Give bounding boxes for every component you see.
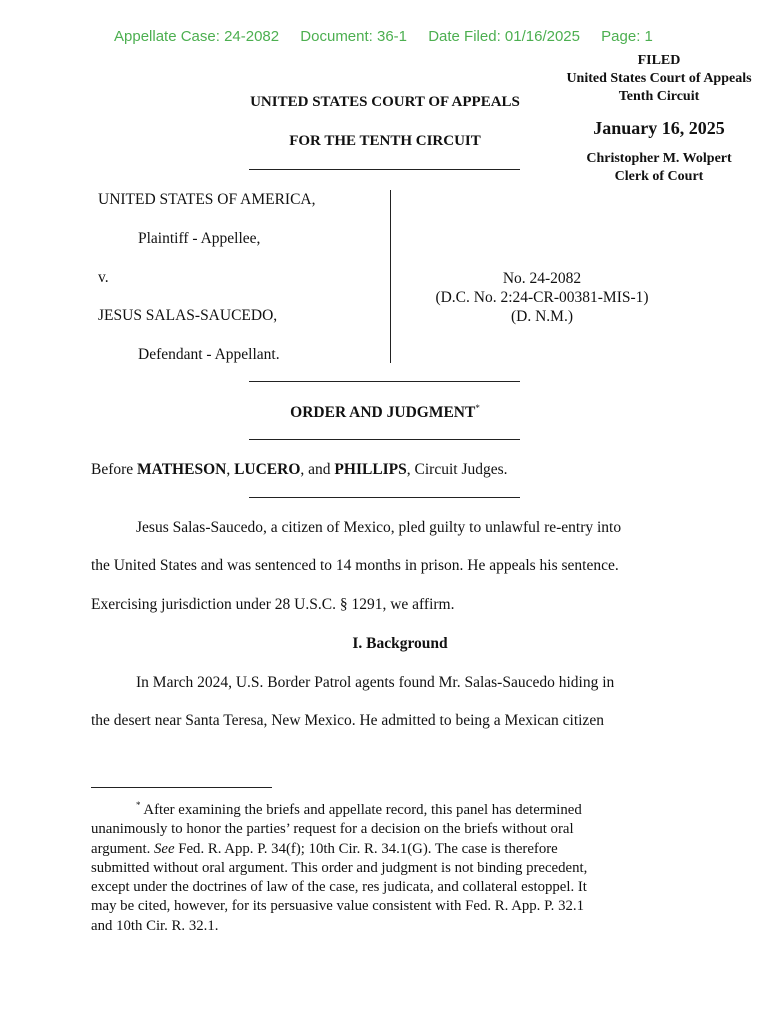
divider-rule xyxy=(249,497,520,498)
header-page: Page: 1 xyxy=(601,28,653,45)
footnote-line xyxy=(91,840,679,859)
panel-judges xyxy=(91,461,508,479)
filed-stamp xyxy=(548,52,770,186)
body-line: In March 2024, U.S. Border Patrol agents found Mr. Salas-Saucedo hiding in xyxy=(136,674,615,691)
plaintiff-name: UNITED STATES OF AMERICA, xyxy=(98,191,316,208)
case-number: No. 24-2082 xyxy=(502,270,582,287)
caption-divider xyxy=(390,190,391,363)
footnote-line: unanimously to honor the parties’ request for a decision on the briefs without oral xyxy=(91,821,574,838)
filed-circuit: Tenth Circuit xyxy=(618,89,700,104)
footnote-text: Fed. R. App. P. 34(f); 10th Cir. R. 34.1(G). The case is therefore xyxy=(174,840,558,857)
body-line: the United States and was sentenced to 14 months in prison. He appeals his sentence. xyxy=(91,557,619,574)
judge-matheson: MATHESON xyxy=(137,461,227,478)
body-line: Exercising jurisdiction under 28 U.S.C. § 1291, we affirm. xyxy=(91,596,455,613)
footnote-text: argument. xyxy=(91,840,155,857)
footnote-rule xyxy=(91,787,272,788)
separator: , xyxy=(226,461,235,478)
district-name: (D. N.M.) xyxy=(511,308,573,325)
order-title xyxy=(200,403,570,422)
clerk-name: Christopher M. Wolpert xyxy=(586,151,732,166)
footnote-line: and 10th Cir. R. 32.1. xyxy=(91,917,219,934)
footnote-line: except under the doctrines of law of the case, res judicata, and collateral estoppel. It xyxy=(91,879,587,896)
defendant-role: Defendant - Appellant. xyxy=(138,346,280,363)
defendant-name: JESUS SALAS-SAUCEDO, xyxy=(98,307,278,324)
separator: , and xyxy=(300,461,335,478)
divider-rule xyxy=(249,439,520,440)
body-line: Jesus Salas-Saucedo, a citizen of Mexico, pled guilty to unlawful re-entry into xyxy=(136,519,622,536)
footnote-reference: * xyxy=(475,403,480,413)
footnote xyxy=(91,796,679,936)
section-heading: I. Background xyxy=(352,635,448,652)
footnote-text: After examining the briefs and appellate record, this panel has determined xyxy=(140,801,582,818)
footnote-line xyxy=(91,796,679,820)
footnote-line: may be cited, however, for its persuasive value consistent with Fed. R. App. P. 32.1 xyxy=(91,898,584,915)
plaintiff-role: Plaintiff - Appellee, xyxy=(138,230,261,247)
header-document: Document: 36-1 xyxy=(300,28,408,45)
header-case: Appellate Case: 24-2082 xyxy=(114,28,280,45)
footnote-mark: * xyxy=(136,800,141,810)
judge-phillips: PHILLIPS xyxy=(334,461,407,478)
before-prefix: Before xyxy=(91,461,138,478)
header-date-filed: Date Filed: 01/16/2025 xyxy=(428,28,580,45)
filed-court: United States Court of Appeals xyxy=(566,71,752,86)
divider-rule xyxy=(249,169,520,170)
body-line: the desert near Santa Teresa, New Mexico. He admitted to being a Mexican citizen xyxy=(91,712,604,729)
footnote-signal: See xyxy=(154,840,175,857)
filed-label: FILED xyxy=(637,53,681,68)
order-title-text: ORDER AND JUDGMENT xyxy=(290,404,476,422)
divider-rule xyxy=(249,381,520,382)
court-name-line1: UNITED STATES COURT OF APPEALS xyxy=(250,94,520,110)
filing-header xyxy=(114,28,670,45)
court-name-line2: FOR THE TENTH CIRCUIT xyxy=(289,133,481,149)
filed-date: January 16, 2025 xyxy=(593,118,725,138)
district-case-number: (D.C. No. 2:24-CR-00381-MIS-1) xyxy=(435,289,649,306)
judge-lucero: LUCERO xyxy=(234,461,301,478)
before-suffix: , Circuit Judges. xyxy=(406,461,508,478)
clerk-title: Clerk of Court xyxy=(614,169,704,184)
footnote-line: submitted without oral argument. This order and judgment is not binding precedent, xyxy=(91,859,588,876)
versus-label: v. xyxy=(98,269,109,286)
